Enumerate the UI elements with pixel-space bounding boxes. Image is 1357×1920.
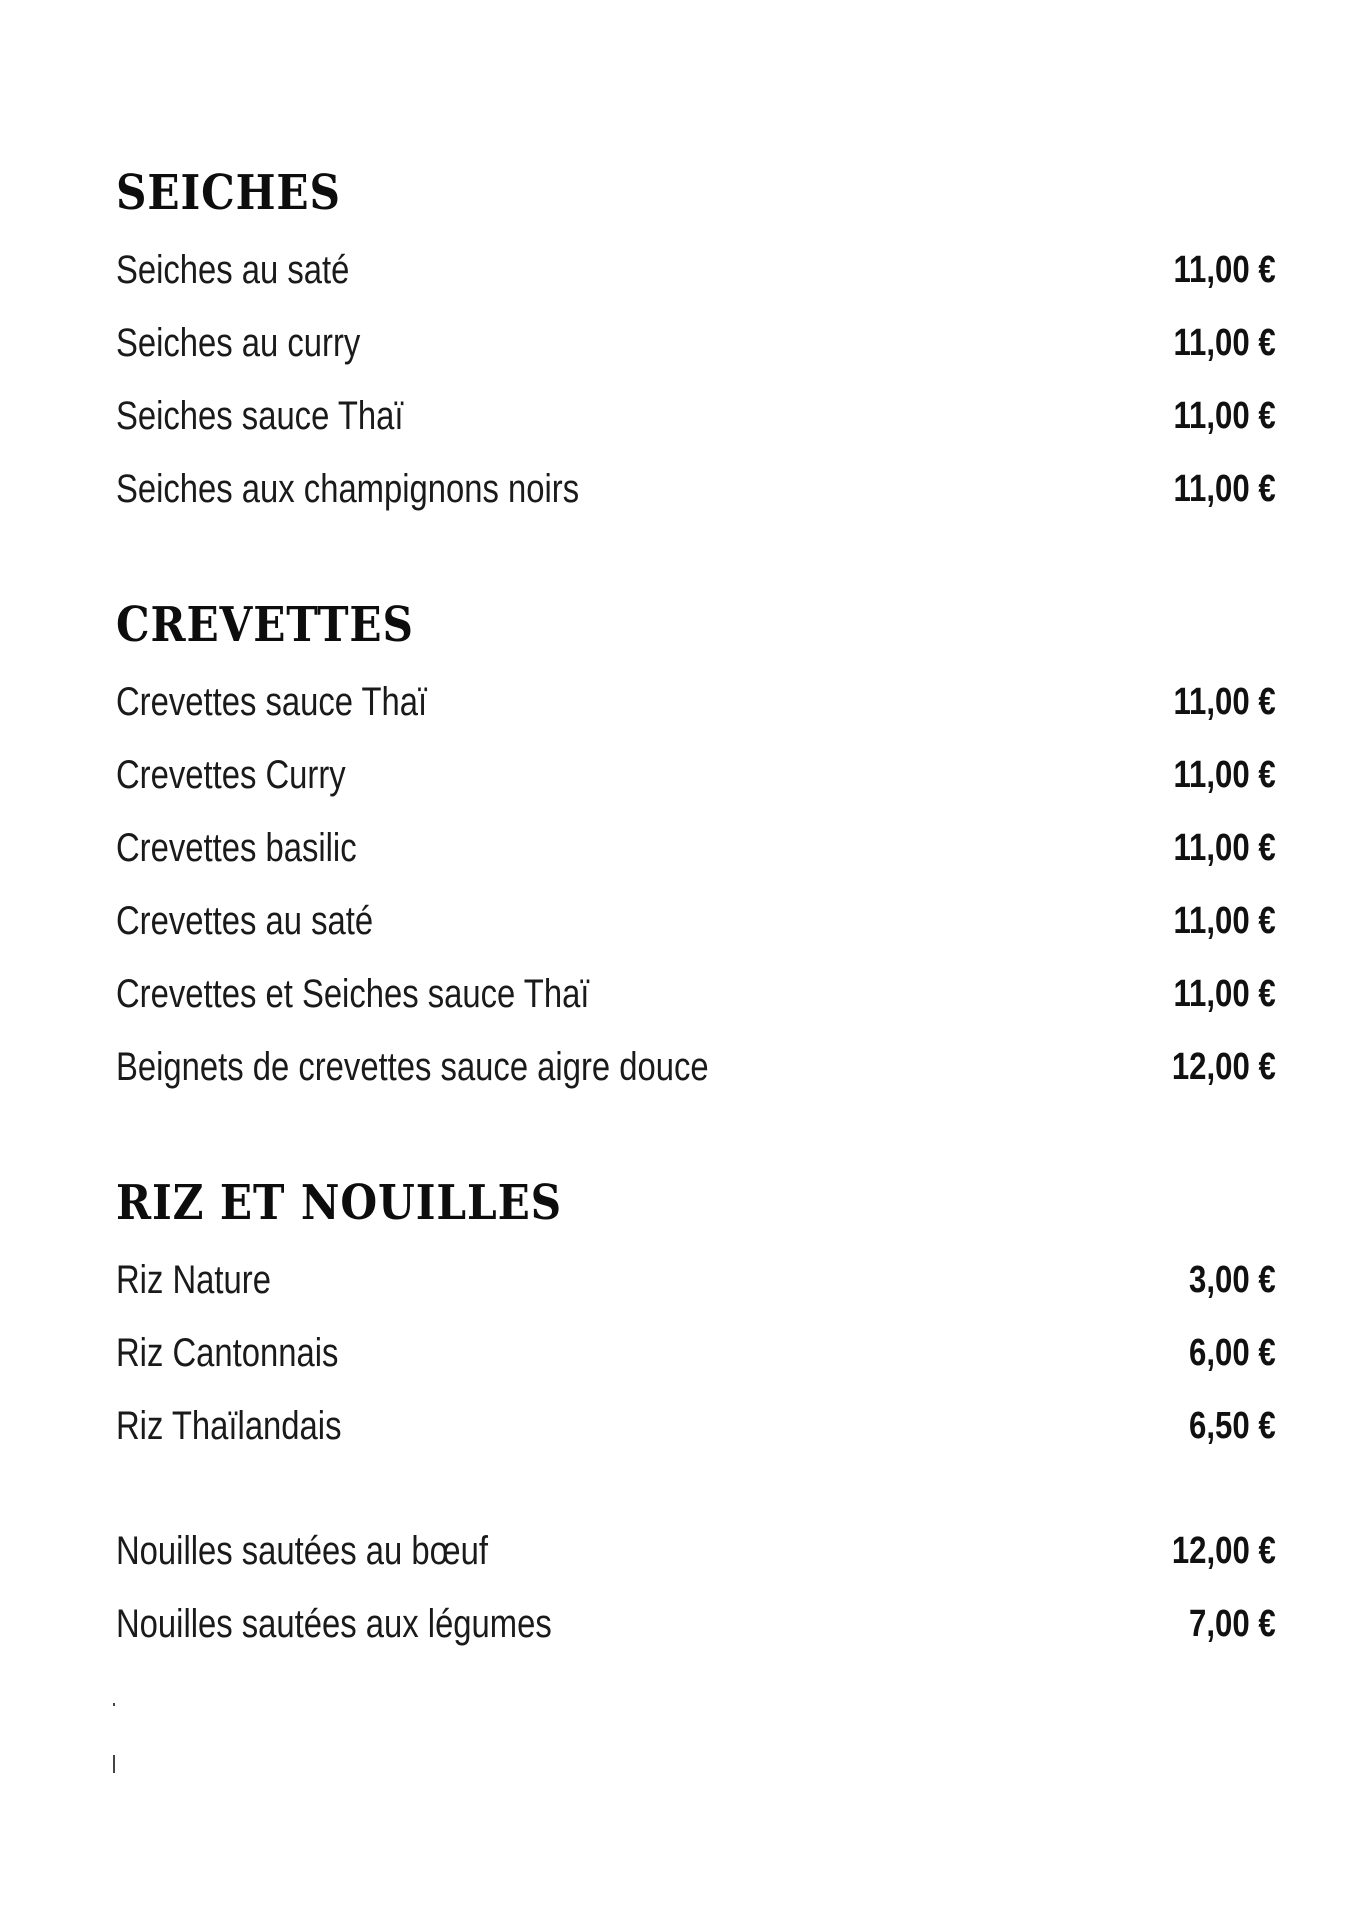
menu-item (116, 1390, 1276, 1463)
item-name: Crevettes au saté (116, 899, 374, 943)
item-name: Crevettes basilic (116, 826, 357, 870)
item-name: Riz Nature (116, 1258, 271, 1302)
item-price: 11,00 € (1173, 754, 1276, 796)
item-price: 7,00 € (1189, 1603, 1276, 1645)
item-name: Seiches aux champignons noirs (116, 467, 580, 511)
section-seiches (116, 162, 1276, 526)
item-name: Nouilles sautées aux légumes (116, 1602, 552, 1646)
item-price: 11,00 € (1173, 827, 1276, 869)
item-name: Seiches sauce Thaï (116, 394, 404, 438)
menu-item (116, 380, 1276, 453)
item-price: 11,00 € (1173, 322, 1276, 364)
item-name: Crevettes Curry (116, 753, 346, 797)
menu-list (116, 666, 1276, 1104)
item-name: Beignets de crevettes sauce aigre douce (116, 1045, 709, 1089)
menu-item (116, 958, 1276, 1031)
section-title: SEICHES (116, 165, 341, 221)
section-title: CREVETTES (116, 597, 414, 653)
item-price: 6,50 € (1189, 1405, 1276, 1447)
menu-list (116, 234, 1276, 526)
item-name: Riz Cantonnais (116, 1331, 339, 1375)
item-name: Seiches au saté (116, 248, 350, 292)
menu-item (116, 1244, 1276, 1317)
section-crevettes (116, 594, 1276, 1104)
menu-item (116, 812, 1276, 885)
menu-item (116, 1031, 1276, 1104)
menu-list (116, 1244, 1276, 1661)
item-price: 11,00 € (1173, 973, 1276, 1015)
menu-item (116, 453, 1276, 526)
menu-item (116, 234, 1276, 307)
item-name: Seiches au curry (116, 321, 361, 365)
menu-item (116, 1317, 1276, 1390)
item-name: Crevettes et Seiches sauce Thaï (116, 972, 590, 1016)
menu-item (116, 885, 1276, 958)
item-name: Nouilles sautées au bœuf (116, 1529, 488, 1573)
menu-item (116, 739, 1276, 812)
item-name: Crevettes sauce Thaï (116, 680, 428, 724)
item-price: 11,00 € (1173, 249, 1276, 291)
list-gap (116, 1463, 1276, 1515)
item-price: 12,00 € (1172, 1046, 1276, 1088)
section-title: RIZ ET NOUILLES (116, 1175, 563, 1231)
menu-item (116, 666, 1276, 739)
item-name: Riz Thaïlandais (116, 1404, 342, 1448)
scan-mark (113, 1703, 115, 1706)
item-price: 6,00 € (1189, 1332, 1276, 1374)
scan-mark (113, 1755, 115, 1773)
menu-item (116, 1515, 1276, 1588)
menu-item (116, 1588, 1276, 1661)
item-price: 11,00 € (1173, 395, 1276, 437)
item-price: 11,00 € (1173, 900, 1276, 942)
item-price: 12,00 € (1172, 1530, 1276, 1572)
item-price: 3,00 € (1189, 1259, 1276, 1301)
menu-item (116, 307, 1276, 380)
section-riz-et-nouilles (116, 1172, 1276, 1661)
item-price: 11,00 € (1173, 681, 1276, 723)
item-price: 11,00 € (1173, 468, 1276, 510)
